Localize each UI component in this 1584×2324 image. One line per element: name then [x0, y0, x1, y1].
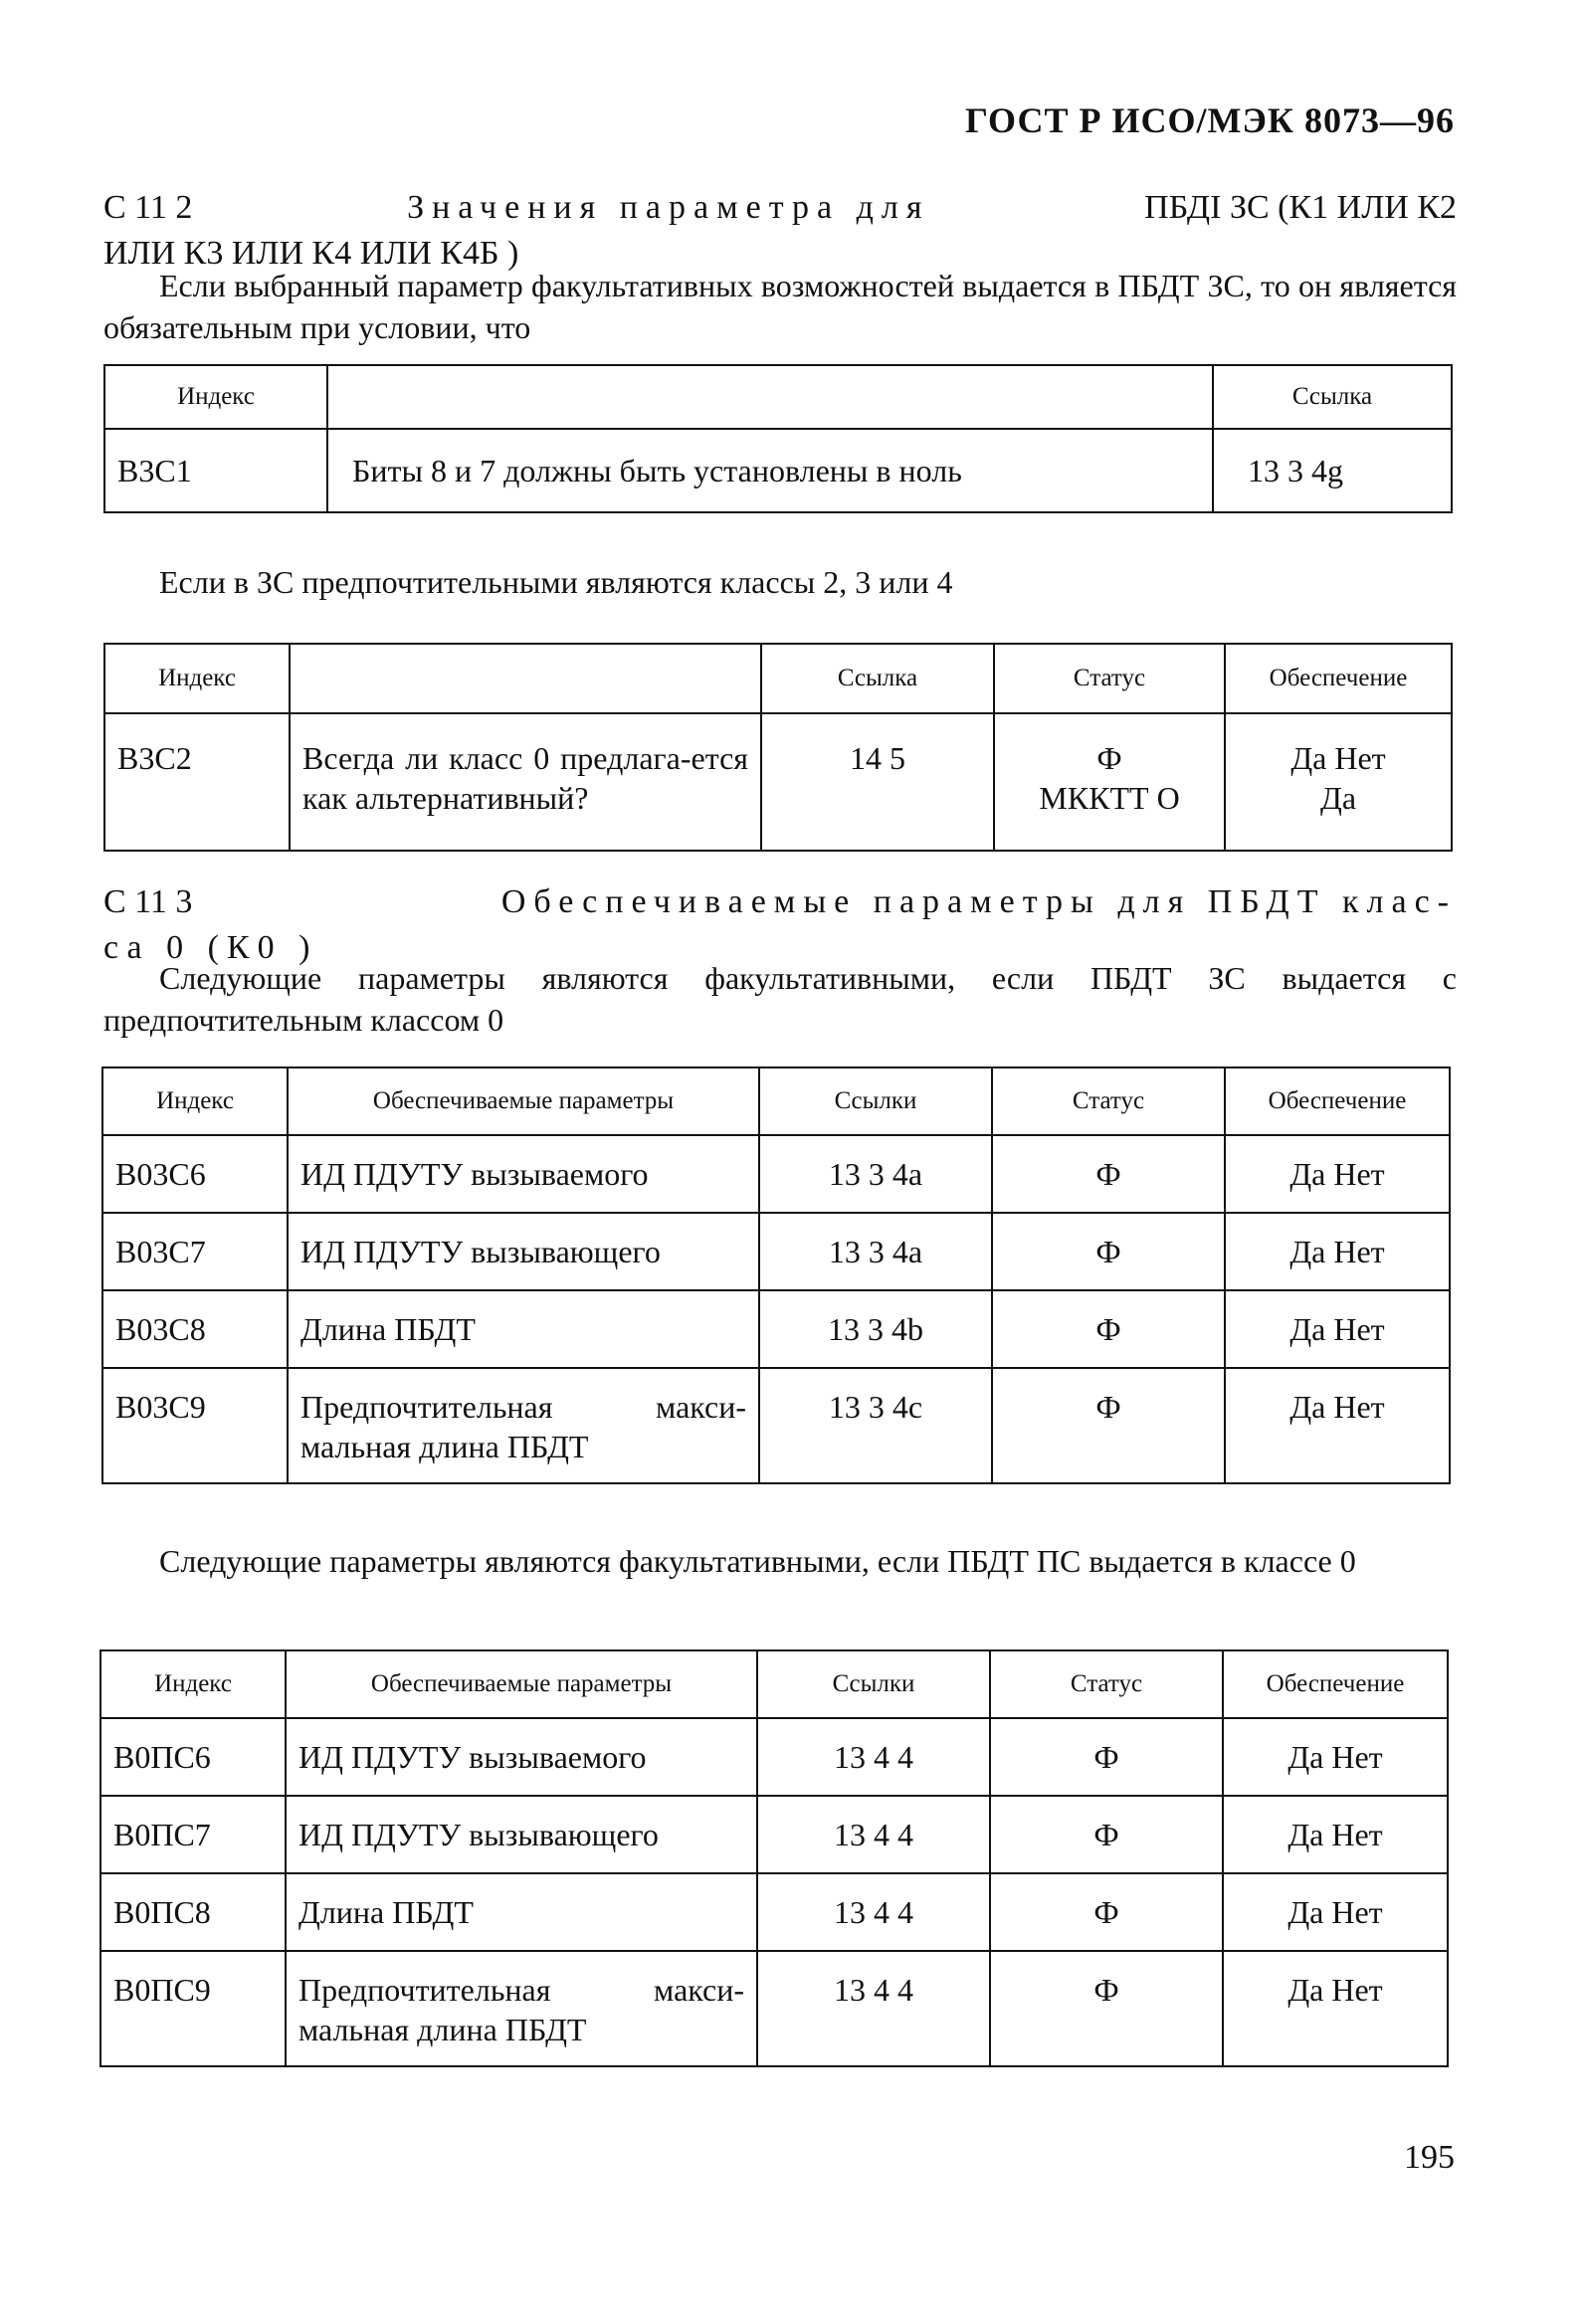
cell-index: B03C7 — [102, 1213, 288, 1290]
cell-parameter: Длина ПБДТ — [288, 1290, 759, 1368]
column-header-reference: Ссылка — [761, 644, 994, 713]
cell-reference: 13 3 4a — [759, 1213, 992, 1290]
cell-support: Да Нет — [1225, 1213, 1450, 1290]
cell-status: Ф — [990, 1796, 1223, 1873]
cell-reference: 14 5 — [761, 713, 994, 851]
section-c112-heading-spaced: Значения параметра для — [407, 189, 930, 226]
cell-parameter: ИД ПДУТУ вызывающего — [286, 1796, 757, 1873]
column-header-index: Индекс — [104, 365, 327, 429]
cell-reference: 13 4 4 — [757, 1718, 990, 1796]
table-header-row — [104, 365, 1452, 429]
cell-reference: 13 3 4c — [759, 1368, 992, 1483]
column-header-support: Обеспечение — [1225, 644, 1452, 713]
section-c112-title — [103, 185, 1457, 277]
cell-index: B3C1 — [104, 429, 327, 512]
table-b3c2 — [103, 643, 1453, 852]
column-header-index: Индекс — [104, 644, 290, 713]
table-row — [102, 1290, 1450, 1368]
cell-status: Ф — [990, 1873, 1223, 1951]
cell-support: Да Нет — [1225, 1135, 1450, 1213]
section-c113-paragraph-2: Следующие параметры являются факультативными, если ПБДТ ПС выдается в классе 0 — [159, 1543, 1356, 1579]
section-c113-heading-spaced: Обеспечиваемые параметры для ПБДТ клас- — [500, 883, 1457, 920]
cell-index: B03C9 — [102, 1368, 288, 1483]
cell-description: Биты 8 и 7 должны быть установлены в ноль — [327, 429, 1213, 512]
cell-status: Ф — [992, 1135, 1225, 1213]
table-row — [102, 1213, 1450, 1290]
standard-header: ГОСТ Р ИСО/МЭК 8073—96 — [965, 100, 1455, 140]
section-c113-number: С 11 3 — [103, 883, 193, 920]
column-header-status: Статус — [990, 1650, 1223, 1718]
cell-status — [994, 713, 1225, 851]
cell-reference: 13 4 4 — [757, 1873, 990, 1951]
cell-index: B03C6 — [102, 1135, 288, 1213]
page-number: 195 — [1404, 2139, 1455, 2176]
cell-support: Да Нет — [1223, 1951, 1448, 2066]
cell-reference: 13 4 4 — [757, 1796, 990, 1873]
cell-parameter: ИД ПДУТУ вызывающего — [288, 1213, 759, 1290]
cell-status: Ф — [990, 1951, 1223, 2066]
section-c112-heading-suffix: ПБДI ЗС (К1 ИЛИ К2 — [1144, 189, 1457, 226]
column-header-index: Индекс — [102, 1067, 288, 1135]
table-row — [100, 1951, 1448, 2066]
column-header-support: Обеспечение — [1225, 1067, 1450, 1135]
column-header-parameters: Обеспечиваемые параметры — [286, 1650, 757, 1718]
table-header-row — [102, 1067, 1450, 1135]
table-row — [102, 1368, 1450, 1483]
cell-index: B03C8 — [102, 1290, 288, 1368]
section-c112-title-line1 — [103, 185, 1457, 231]
cell-parameter: Предпочтительная макси-мальная длина ПБДТ — [286, 1951, 757, 2066]
cell-parameter: Длина ПБДТ — [286, 1873, 757, 1951]
cell-support: Да Нет — [1223, 1718, 1448, 1796]
cell-reference: 13 3 4a — [759, 1135, 992, 1213]
table-row — [100, 1873, 1448, 1951]
cell-support — [1225, 713, 1452, 851]
section-c113-title-line2: са 0 (К0 ) — [103, 929, 318, 966]
table-b3c1 — [103, 364, 1453, 513]
column-header-description — [327, 365, 1213, 429]
cell-status: Ф — [992, 1290, 1225, 1368]
cell-parameter: ИД ПДУТУ вызываемого — [286, 1718, 757, 1796]
support-line-2: Да — [1319, 780, 1357, 816]
cell-parameter: ИД ПДУТУ вызываемого — [288, 1135, 759, 1213]
column-header-reference: Ссылка — [1213, 365, 1452, 429]
status-line-2: МККТТ О — [1039, 780, 1180, 816]
section-c112-number: С 11 2 — [103, 189, 193, 226]
cell-reference: 13 4 4 — [757, 1951, 990, 2066]
table-row — [100, 1718, 1448, 1796]
cell-reference: 13 3 4g — [1213, 429, 1452, 512]
cell-support: Да Нет — [1225, 1290, 1450, 1368]
support-line-1: Да Нет — [1290, 740, 1386, 776]
section-c113-paragraph-1: Следующие параметры являются факультативными, если ПБДТ ЗС выдается с предпочтительным классом 0 — [103, 960, 1457, 1038]
section-c113-title-line1 — [103, 879, 1457, 925]
cell-status: Ф — [992, 1368, 1225, 1483]
section-c112-paragraph-1: Если выбранный параметр факультативных возможностей выдается в ПБДТ ЗС, то он является обязательным при условии, что — [103, 268, 1457, 345]
table-row — [102, 1135, 1450, 1213]
table-header-row — [104, 644, 1452, 713]
section-c112-paragraph-2: Если в ЗС предпочтительными являются классы 2, 3 или 4 — [159, 564, 953, 600]
table-b03c — [101, 1066, 1451, 1484]
table-b0pc — [99, 1649, 1449, 2067]
cell-index: B0ПС8 — [100, 1873, 286, 1951]
column-header-index: Индекс — [100, 1650, 286, 1718]
cell-description: Всегда ли класс 0 предлага-ется как альтернативный? — [290, 713, 761, 851]
table-row — [104, 713, 1452, 851]
cell-status: Ф — [990, 1718, 1223, 1796]
cell-support: Да Нет — [1223, 1873, 1448, 1951]
column-header-support: Обеспечение — [1223, 1650, 1448, 1718]
table-row — [104, 429, 1452, 512]
cell-index: B0ПС7 — [100, 1796, 286, 1873]
column-header-references: Ссылки — [757, 1650, 990, 1718]
column-header-status: Статус — [994, 644, 1225, 713]
column-header-status: Статус — [992, 1067, 1225, 1135]
table-row — [100, 1796, 1448, 1873]
column-header-parameters: Обеспечиваемые параметры — [288, 1067, 759, 1135]
table-header-row — [100, 1650, 1448, 1718]
column-header-references: Ссылки — [759, 1067, 992, 1135]
section-c112-title-line2: ИЛИ К3 ИЛИ К4 ИЛИ К4Б ) — [103, 235, 519, 272]
cell-index: B0ПС6 — [100, 1718, 286, 1796]
cell-reference: 13 3 4b — [759, 1290, 992, 1368]
status-line-1: Ф — [1096, 740, 1122, 776]
cell-index: B0ПС9 — [100, 1951, 286, 2066]
cell-index: B3C2 — [104, 713, 290, 851]
cell-support: Да Нет — [1223, 1796, 1448, 1873]
cell-status: Ф — [992, 1213, 1225, 1290]
cell-support: Да Нет — [1225, 1368, 1450, 1483]
column-header-description — [290, 644, 761, 713]
cell-parameter: Предпочтительная макси-мальная длина ПБДТ — [288, 1368, 759, 1483]
